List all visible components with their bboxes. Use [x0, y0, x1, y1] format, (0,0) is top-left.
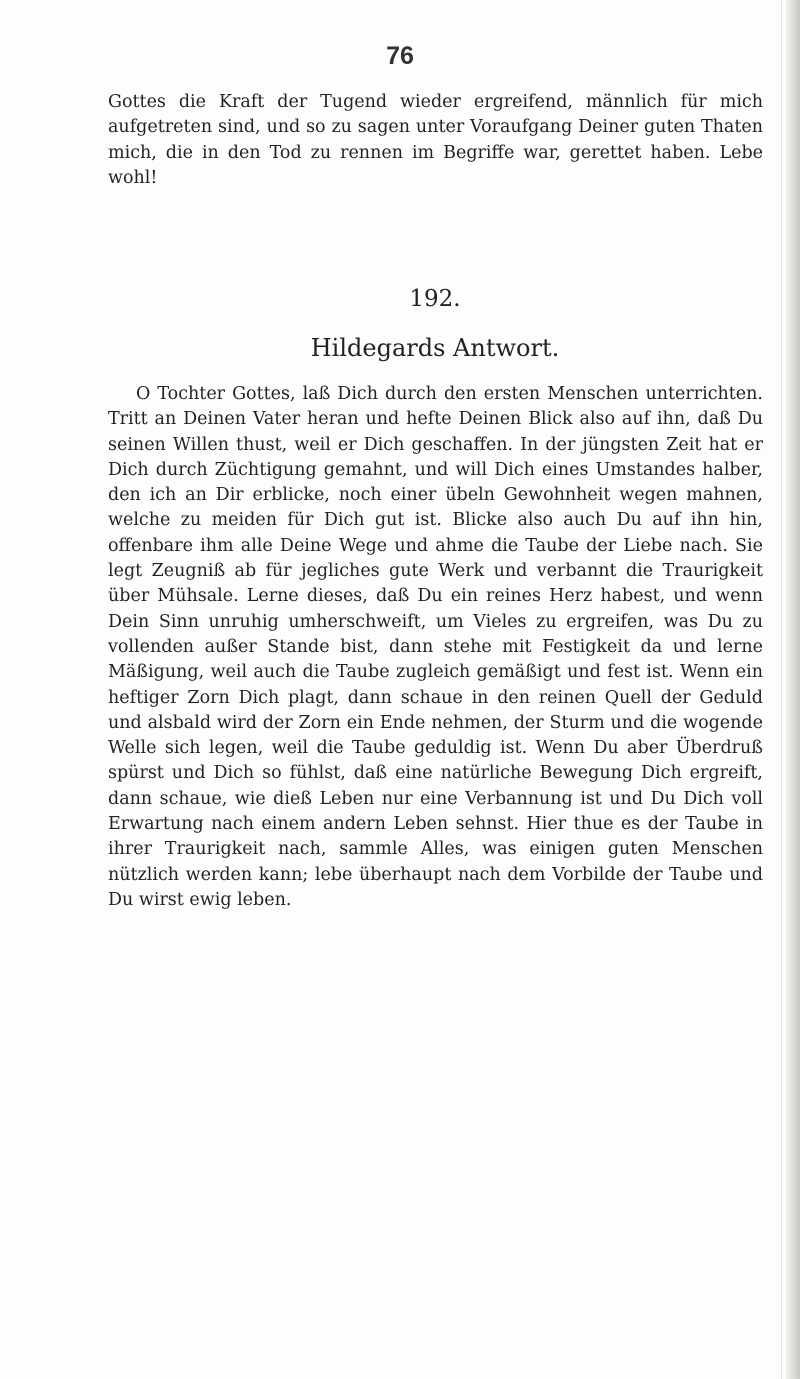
page-number: 76	[386, 42, 414, 70]
previous-letter-ending	[108, 90, 763, 191]
letter-body-text: O Tochter Gottes, laß Dich durch den ersten Menschen unterrichten. Tritt an Deinen Vater heran und hefte Deinen Blick also auf ihn, daß Du seinen Willen thust, weil er Dich geschaffen. In der jüngsten Zeit hat er Dich durch Züchtigung gemahnt, und will Dich eines Umstandes halber, den ich an Dir erblicke, noch einer übeln Gewohnheit wegen mahnen, welche zu meiden für Dich gut ist. Blicke also auch Du auf ihn hin, offenbare ihm alle Deine Wege und ahme die Taube der Liebe nach. Sie legt Zeugniß ab für jegliches gute Werk und verbannt die Traurigkeit über Mühsale. Lerne dieses, daß Du ein reines Herz habest, und wenn Dein Sinn unruhig umherschweift, um Vieles zu ergreifen, was Du zu vollenden außer Stande bist, dann stehe mit Festigkeit da und lerne Mäßigung, weil auch die Taube zugleich gemäßigt und fest ist. Wenn ein heftiger Zorn Dich plagt, dann schaue in den reinen Quell der Geduld und alsbald wird der Zorn ein Ende nehmen, der Sturm und die wogende Welle sich legen, weil die Taube geduldig ist. Wenn Du aber Überdruß spürst und Dich so fühlst, daß eine natürliche Bewegung Dich ergreift, dann schaue, wie dieß Leben nur eine Verbannung ist und Du Dich voll Erwartung nach einem andern Leben sehnst. Hier thue es der Taube in ihrer Traurigkeit nach, sammle Alles, was einigen guten Menschen nützlich werden kann; lebe überhaupt nach dem Vorbilde der Taube und Du wirst ewig leben.	[108, 384, 763, 910]
previous-letter-text: Gottes die Kraft der Tugend wieder ergreifend, männlich für mich aufgetreten sind, und so zu sagen unter Voraufgang Deiner guten Thaten mich, die in den Tod zu rennen im Begriffe war, gerettet haben. Lebe wohl!	[108, 92, 763, 188]
page-edge-shadow	[786, 0, 800, 1379]
letter-heading: Hildegards Antwort.	[310, 334, 560, 362]
page-edge-line	[781, 0, 782, 1379]
letter-number: 192.	[409, 286, 461, 312]
letter-body	[108, 382, 763, 913]
